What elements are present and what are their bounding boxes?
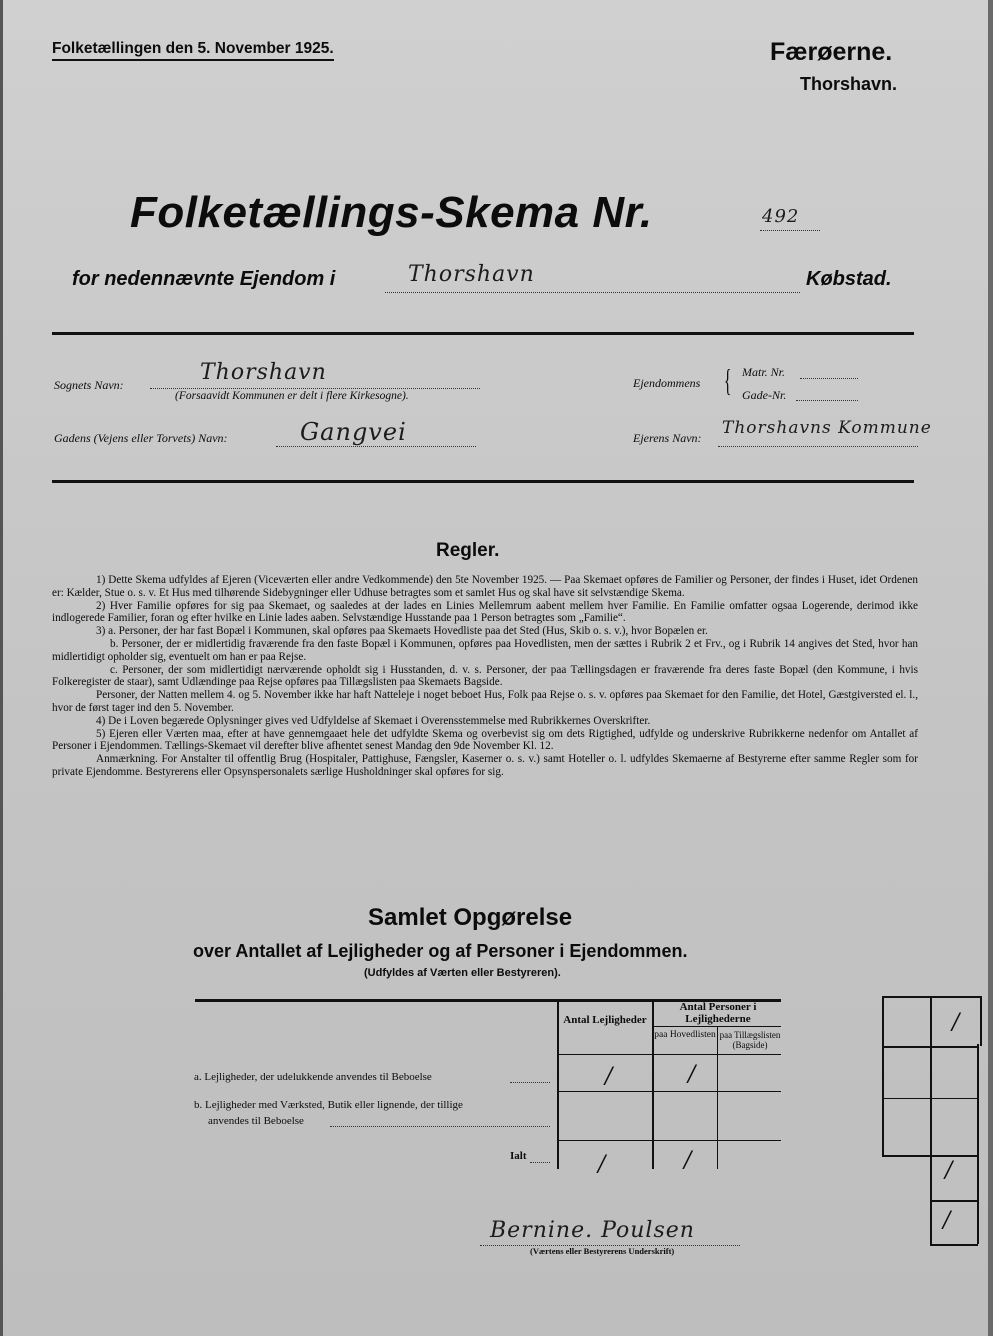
rule-2: 2) Hver Familie opføres for sig paa Skemaet, og saaledes at der lades en Linies Mellemrum aabent mellem hver Familie. En Familie omfatter ogsaa Logerende, derimod ikke indlogerede Familier, foran og efter hvilke en Linie lades aaben. Selvstændige Husstande paa 1 Person betragtes som „Familie“. xyxy=(52,599,918,625)
table-subheader-line xyxy=(653,1026,781,1027)
table-row-a-line xyxy=(557,1091,781,1092)
row-b-label-line2: anvendes til Beboelse xyxy=(208,1115,304,1127)
property-suffix: Købstad. xyxy=(806,268,892,290)
margin-grid-right-line xyxy=(977,1044,979,1244)
matr-label: Matr. Nr. xyxy=(742,365,786,379)
parish-note: (Forsaavidt Kommunen er delt i flere Kirkesogne). xyxy=(175,390,409,402)
row-a-label: a. Lejligheder, der udelukkende anvendes til Beboelse xyxy=(194,1071,432,1083)
divider-top xyxy=(52,332,914,335)
row-a-main-list-value: / xyxy=(688,1062,696,1087)
street-line xyxy=(276,446,476,447)
col-header-supplement-list: paa Tillægslisten (Bagside) xyxy=(719,1030,781,1050)
street-number-line xyxy=(796,400,858,401)
owner-line xyxy=(718,446,918,447)
matr-line xyxy=(800,378,858,379)
summary-heading: Samlet Opgørelse xyxy=(368,904,573,931)
table-col-line-1 xyxy=(557,1001,559,1169)
street-label: Gadens (Vejens eller Torvets) Navn: xyxy=(54,431,228,445)
rule-4: 4) De i Loven begærede Oplysninger gives ved Udfyldelse af Skemaet i Overensstemmelse med Rubrikkernes Overskrifter. xyxy=(96,714,651,727)
rule-3a: 3) a. Personer, der har fast Bopæl i Kommunen, skal opføres paa Skemaets Hovedliste paa det Sted (Hus, Skib o. s. v.), hvor Bopælen er. xyxy=(96,625,708,638)
property-brace: { xyxy=(723,362,732,398)
property-place-line xyxy=(385,292,800,293)
parish-label: Sognets Navn: xyxy=(54,378,124,392)
form-number-handwritten: 492 xyxy=(762,206,800,227)
row-a-dots xyxy=(510,1082,550,1083)
census-date-header: Folketællingen den 5. November 1925. xyxy=(52,40,334,61)
rule-3c: c. Personer, der som midlertidigt nærværende opholdt sig i Husstanden, d. v. s. Personer, der paa Tællingsdagen er fraværende fra deres faste Bopæl (den Kommune, i hvis Folkeregister de staar), samt Udlændinge paa Rejse opføres paa Tillægslisten paa Skemaets Bagside. xyxy=(52,663,918,689)
parish-value-handwritten: Thorshavn xyxy=(200,360,327,385)
street-number-label: Gade-Nr. xyxy=(742,388,787,402)
scan-edge-left xyxy=(0,0,3,1336)
margin-box-2-value: / xyxy=(945,1158,953,1183)
summary-note: (Udfyldes af Værten eller Bestyreren). xyxy=(364,967,561,979)
owner-value-handwritten: Thorshavns Kommune xyxy=(722,418,932,438)
margin-grid-hline-3 xyxy=(882,1155,978,1157)
col-header-main-list: paa Hovedlisten xyxy=(654,1030,716,1040)
rules-body xyxy=(52,574,918,779)
margin-grid-left-line xyxy=(882,1044,884,1156)
parish-line xyxy=(150,388,480,389)
property-prefix: for nedennævnte Ejendom i xyxy=(72,268,336,290)
total-label: Ialt xyxy=(510,1150,527,1162)
divider-bottom xyxy=(52,480,914,483)
rule-remark: Anmærkning. For Anstalter til offentlig Brug (Hospitaler, Pattighuse, Fængsler, Kaserner o. s. v.) samt Hoteller o. l. udfyldes Skemaerne af Bestyrerne efter samme Regler som for private Ejendomme. Bestyrerens eller Opsynspersonalets særlige Husholdninger skal opføres for sig. xyxy=(52,753,918,778)
rule-5: 5) Ejeren eller Værten maa, efter at have gennemgaaet hele det udfyldte Skema og overbevist sig om dets Rigtighed, udfylde og underskrive Rubrikkerne nedenfor om Antallet af Personer i Ejendommen. Tællings-Skemaet vil derefter blive afhentet senest Mandag den 9de November Kl. 12. xyxy=(52,727,918,753)
table-col-line-3 xyxy=(717,1027,718,1169)
form-title: Folketællings-Skema Nr. xyxy=(130,188,653,237)
summary-subheading: over Antallet af Lejligheder og af Personer i Ejendommen. xyxy=(193,941,688,961)
row-a-apartments-value: / xyxy=(605,1064,613,1089)
owner-label: Ejerens Navn: xyxy=(633,431,702,445)
margin-grid-hline-1 xyxy=(882,1046,978,1048)
row-b-dots xyxy=(330,1126,550,1127)
table-row-b-line xyxy=(557,1140,781,1141)
street-value-handwritten: Gangvei xyxy=(300,418,407,446)
town-header: Thorshavn. xyxy=(800,74,898,94)
margin-grid-hline-2 xyxy=(882,1098,978,1099)
col-header-apartments: Antal Lejligheder xyxy=(563,1014,647,1026)
total-main-list-value: / xyxy=(684,1148,692,1173)
signature-caption: (Værtens eller Bestyrerens Underskrift) xyxy=(530,1246,675,1256)
rule-3b: b. Personer, der er midlertidig fraværende fra den faste Bopæl i Kommunen, opføres paa Hovedlisten, men der sættes i Rubrik 2 et Frv., og i Rubrik 14 angives det Sted, hvor han midlertidigt opholder sig, eventuelt om han er paa Rejse. xyxy=(52,637,918,663)
col-header-persons: Antal Personer i Lejlighederne xyxy=(679,1001,757,1025)
margin-grid-hline-5 xyxy=(930,1244,978,1246)
rule-3-note: Personer, der Natten mellem 4. og 5. November ikke har haft Natteleje i noget beboet Hus, Folk paa Rejse o. s. v. opføres paa Skemaet for den Familie, det Hotel, Gæstgiversted el. l., hvor de først tager ind den 5. November. xyxy=(52,689,918,714)
property-label: Ejendommens xyxy=(633,376,701,390)
margin-grid-vline xyxy=(930,996,932,1244)
row-b-label-line1: b. Lejligheder med Værksted, Butik eller lignende, der tillige xyxy=(194,1099,463,1111)
landlord-signature: Bernine. Poulsen xyxy=(490,1218,695,1243)
margin-box-1-value: / xyxy=(952,1010,960,1035)
total-apartments-value: / xyxy=(598,1152,606,1177)
region-header: Færøerne. xyxy=(770,38,893,66)
rules-heading: Regler. xyxy=(436,540,500,561)
margin-box-3-value: / xyxy=(943,1208,951,1233)
property-place-handwritten: Thorshavn xyxy=(408,262,535,287)
margin-grid-hline-4 xyxy=(930,1200,978,1202)
table-header-line xyxy=(557,1054,781,1055)
form-number-line xyxy=(760,230,820,231)
scan-edge-right xyxy=(988,0,993,1336)
margin-box-top xyxy=(882,996,982,1046)
total-dots xyxy=(530,1162,550,1163)
rule-1: 1) Dette Skema udfyldes af Ejeren (Viceværten eller andre Vedkommende) den 5te November 1925. — Paa Skemaet opføres de Familier og Personer, der findes i Huset, idet Ordenen er: Kælder, Stue o. s. v. Et Hus med tilhørende Sidebygninger eller Udhuse betragtes som et samlet Hus og skal have sit selvstændige Skema. xyxy=(52,574,918,599)
